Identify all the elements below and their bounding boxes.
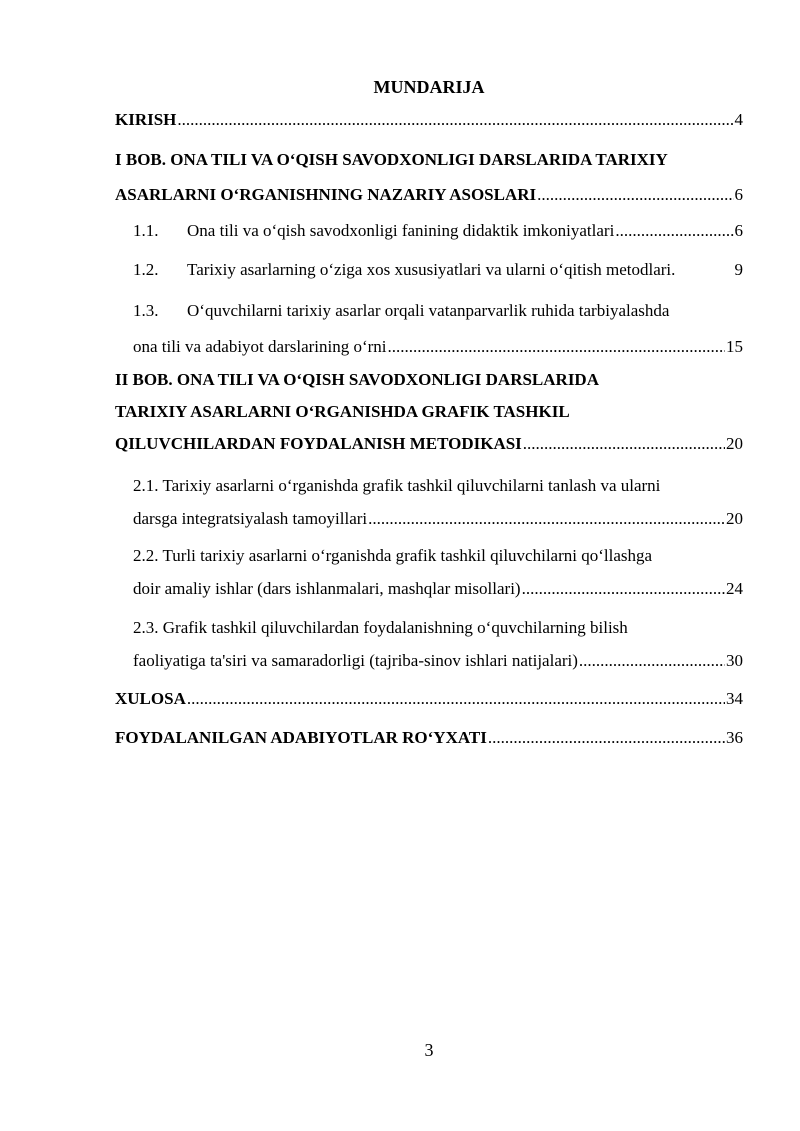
section-title: darsga integratsiyalash tamoyillari (133, 509, 368, 528)
toc-page-number: 6 (734, 221, 743, 240)
toc-entry-chapter-2 (115, 364, 743, 460)
dot-leader (537, 177, 733, 212)
dot-leader (522, 572, 725, 605)
dot-leader (579, 644, 725, 677)
toc-page-number: 15 (726, 337, 743, 356)
toc-page-number: 6 (734, 185, 743, 204)
toc-page-number: 20 (726, 434, 743, 453)
toc-page-number: 36 (726, 728, 743, 747)
chapter-heading-line: I BOB. ONA TILI VA O‘QISH SAVODXONLIGI DARSLARIDA TARIXIY (115, 150, 668, 169)
toc-page-number: 20 (726, 509, 743, 528)
dot-leader (488, 722, 725, 754)
section-title: 2.3. Grafik tashkil qiluvchilardan foydalanishning o‘quvchilarning bilish (133, 618, 628, 637)
toc-page-number: 9 (734, 260, 743, 279)
section-title: faoliyatiga ta'siri va samaradorligi (tajriba-sinov ishlari natijalari) (133, 651, 578, 670)
section-number: 1.2. (133, 260, 159, 279)
toc-entry-references (115, 722, 743, 754)
toc-page-number: 24 (726, 579, 743, 598)
section-title: 2.1. Tarixiy asarlarni o‘rganishda grafik tashkil qiluvchilarni tanlash va ularni (133, 476, 661, 495)
section-title: Tarixiy asarlarning o‘ziga xos xususiyatlari va ularni o‘qitish metodlari. (187, 260, 676, 279)
dot-leader (187, 683, 725, 715)
dot-leader (368, 502, 725, 535)
toc-entry-label: XULOSA (115, 689, 186, 708)
toc-entry-section-1-3 (133, 293, 743, 365)
toc-page-number: 34 (726, 689, 743, 708)
toc-title: MUNDARIJA (373, 77, 485, 97)
toc-entry-chapter-1 (115, 142, 743, 212)
toc-entry-section-2-2 (133, 539, 743, 605)
chapter-heading-line: QILUVCHILARDAN FOYDALANISH METODIKASI (115, 434, 522, 453)
dot-leader (523, 428, 725, 460)
chapter-heading-line: II BOB. ONA TILI VA O‘QISH SAVODXONLIGI DARSLARIDA (115, 370, 599, 389)
section-title: ona tili va adabiyot darslarining o‘rni (133, 337, 387, 356)
toc-entry-xulosa (115, 683, 743, 715)
section-title: doir amaliy ishlar (dars ishlanmalari, mashqlar misollari) (133, 579, 521, 598)
section-number: 1.1. (133, 221, 159, 240)
toc-entry-label: FOYDALANILGAN ADABIYOTLAR RO‘YXATI (115, 728, 487, 747)
dot-leader (615, 215, 733, 247)
section-title: O‘quvchilarni tarixiy asarlar orqali vatanparvarlik ruhida tarbiyalashda (187, 301, 670, 320)
chapter-heading-line: ASARLARNI O‘RGANISHNING NAZARIY ASOSLARI (115, 185, 537, 204)
toc-entry-label: KIRISH (115, 110, 177, 129)
dot-leader (388, 329, 725, 365)
toc-entry-kirish (115, 104, 743, 136)
toc-entry-section-2-3 (133, 611, 743, 677)
section-title: 2.2. Turli tarixiy asarlarni o‘rganishda grafik tashkil qiluvchilarni qo‘llashga (133, 546, 653, 565)
chapter-heading-line: TARIXIY ASARLARNI O‘RGANISHDA GRAFIK TASHKIL (115, 402, 570, 421)
section-title: Ona tili va o‘qish savodxonligi fanining didaktik imkoniyatlari (187, 221, 615, 240)
toc-page-number: 30 (726, 651, 743, 670)
toc-entry-section-1-1 (133, 215, 743, 247)
dot-leader (177, 104, 733, 136)
toc-entry-section-2-1 (133, 469, 743, 535)
toc-entry-section-1-2 (133, 254, 743, 286)
toc-page-number: 4 (734, 110, 743, 129)
section-number: 1.3. (133, 301, 159, 320)
page-number: 3 (424, 1040, 434, 1060)
